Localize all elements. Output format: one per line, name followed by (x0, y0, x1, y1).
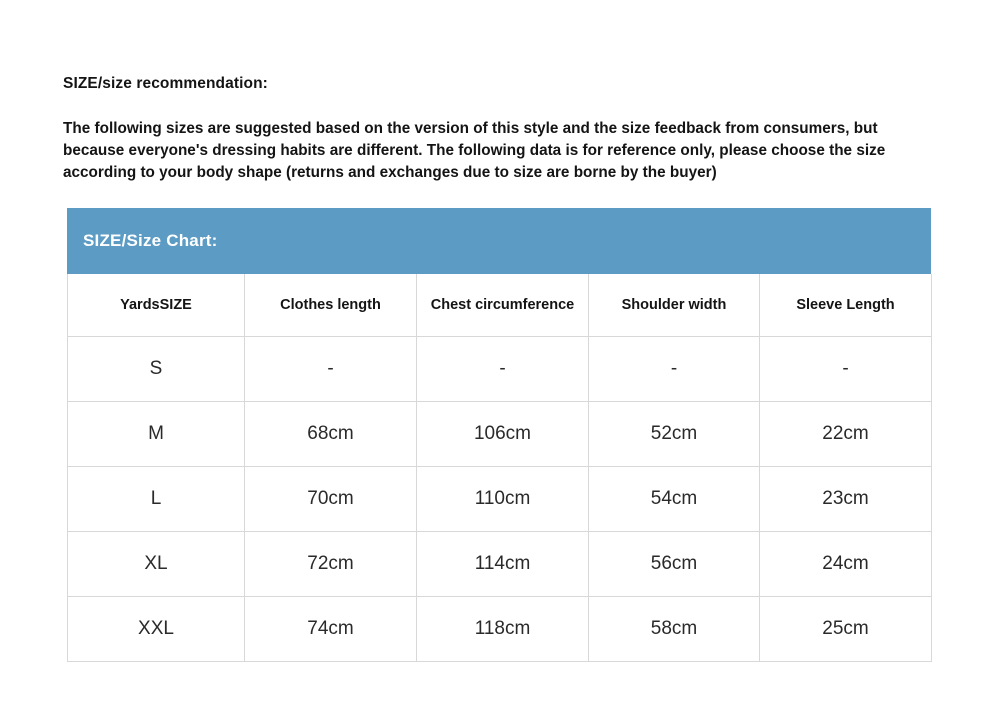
cell-shoulder-width: 58cm (589, 597, 760, 662)
cell-sleeve-length: 23cm (760, 467, 932, 532)
cell-clothes-length: 70cm (245, 467, 417, 532)
cell-chest-circumference: - (417, 337, 589, 402)
cell-size: S (68, 337, 245, 402)
cell-clothes-length: 68cm (245, 402, 417, 467)
table-row (68, 402, 932, 467)
intro-paragraph: The following sizes are suggested based on the version of this style and the size feedback from consumers, but because everyone's dressing habits are different. The following data is for reference only, please choose the size according to your body shape (returns and exchanges due to size are borne by the buyer) (63, 120, 886, 182)
size-chart-block (67, 208, 931, 662)
column-header-clothes-length: Clothes length (245, 274, 417, 337)
cell-chest-circumference: 106cm (417, 402, 589, 467)
cell-sleeve-length: 22cm (760, 402, 932, 467)
column-header-sleeve-length: Sleeve Length (760, 274, 932, 337)
cell-size: XXL (68, 597, 245, 662)
table-header-row (68, 274, 932, 337)
column-header-yards-size: YardsSIZE (68, 274, 245, 337)
cell-size: L (68, 467, 245, 532)
column-header-shoulder-width: Shoulder width (589, 274, 760, 337)
cell-size: M (68, 402, 245, 467)
size-chart-title: SIZE/Size Chart: (67, 208, 931, 274)
cell-size: XL (68, 532, 245, 597)
cell-shoulder-width: 54cm (589, 467, 760, 532)
cell-sleeve-length: 25cm (760, 597, 932, 662)
cell-chest-circumference: 118cm (417, 597, 589, 662)
table-row (68, 337, 932, 402)
size-chart-table (67, 274, 932, 662)
cell-shoulder-width: 56cm (589, 532, 760, 597)
cell-clothes-length: 74cm (245, 597, 417, 662)
cell-sleeve-length: 24cm (760, 532, 932, 597)
table-row (68, 597, 932, 662)
page-title: SIZE/size recommendation: (63, 75, 268, 92)
cell-chest-circumference: 114cm (417, 532, 589, 597)
cell-chest-circumference: 110cm (417, 467, 589, 532)
cell-clothes-length: 72cm (245, 532, 417, 597)
cell-clothes-length: - (245, 337, 417, 402)
cell-shoulder-width: - (589, 337, 760, 402)
cell-shoulder-width: 52cm (589, 402, 760, 467)
column-header-chest-circumference: Chest circumference (417, 274, 589, 337)
cell-sleeve-length: - (760, 337, 932, 402)
table-row (68, 467, 932, 532)
table-row (68, 532, 932, 597)
